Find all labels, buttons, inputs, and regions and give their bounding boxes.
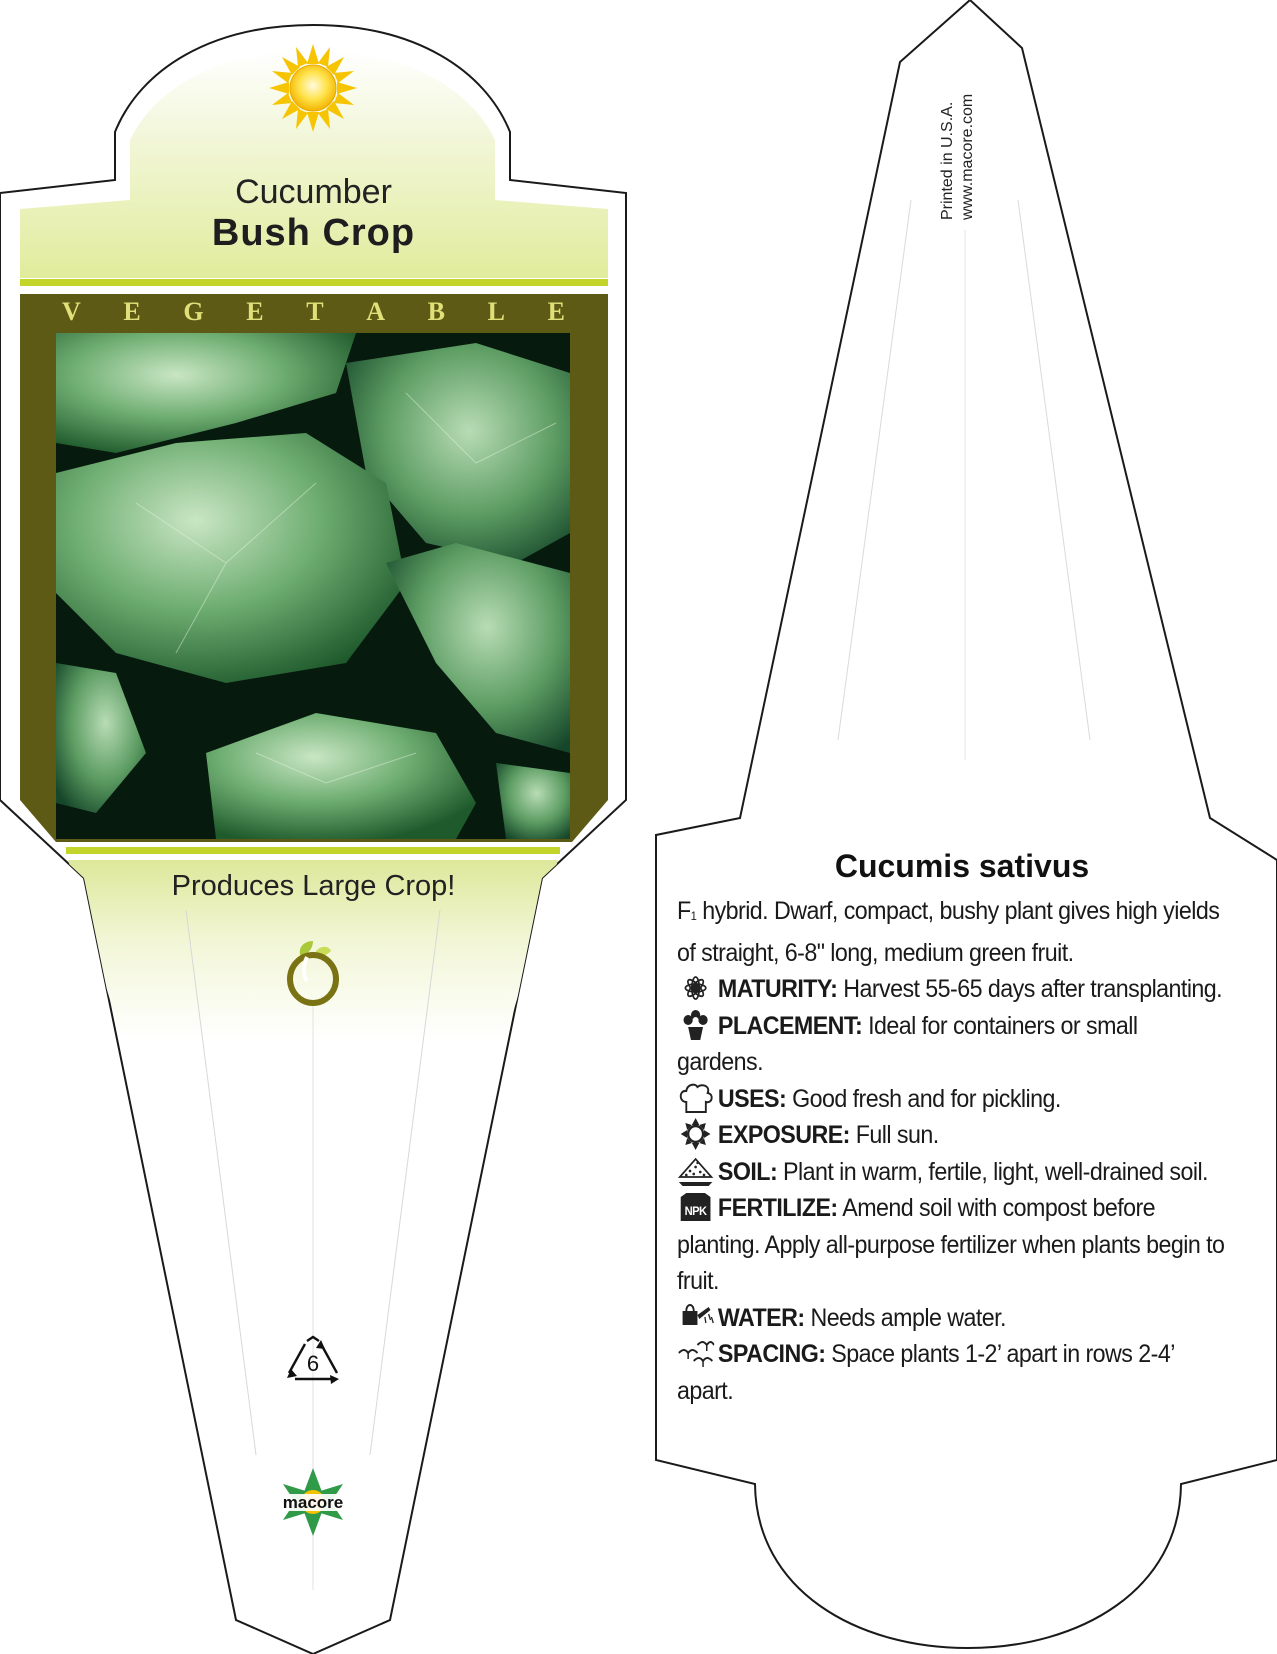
soil-icon bbox=[677, 1155, 714, 1187]
care-item-water: WATER: Needs ample water. bbox=[677, 1300, 1226, 1337]
intro-text: $F_1$ hybrid. Dwarf, compact, bushy plant gives high yields of straight, 6-8" long, medium green fruit. bbox=[677, 897, 1220, 967]
plant-icon bbox=[677, 1009, 714, 1041]
website: www.macore.com bbox=[959, 93, 976, 220]
watering-can-icon bbox=[677, 1301, 714, 1333]
brand-name: macore bbox=[282, 1493, 344, 1512]
spacing-icon bbox=[677, 1337, 714, 1369]
claim-text: Produces Large Crop! bbox=[171, 870, 456, 902]
care-item-exposure: EXPOSURE: Full sun. bbox=[677, 1117, 1226, 1154]
recycle-icon bbox=[285, 1335, 341, 1385]
category-letter: L bbox=[487, 297, 505, 326]
care-item-maturity: MATURITY: Harvest 55-65 days after transplanting. bbox=[677, 971, 1226, 1008]
seedling-icon bbox=[285, 935, 341, 1007]
recycle-number: 6 bbox=[306, 1351, 320, 1376]
category-letter: V bbox=[62, 297, 81, 326]
category-letter: G bbox=[183, 297, 204, 326]
sun-small-icon bbox=[677, 1118, 714, 1150]
botanical-name: Cucumis sativus bbox=[834, 848, 1090, 884]
category-letter: T bbox=[306, 297, 324, 326]
flower-icon bbox=[677, 972, 714, 1004]
printed-country: Printed in U.S.A. bbox=[939, 101, 956, 220]
sun-icon bbox=[269, 44, 357, 132]
variety-name: Bush Crop bbox=[211, 212, 416, 254]
svg-text:NPK: NPK bbox=[684, 1205, 707, 1219]
printed-info bbox=[938, 50, 978, 220]
care-item-fertilize: NPK FERTILIZE: Amend soil with compost before planting. Apply all-purpose fertilizer when plants begin to fruit. bbox=[677, 1190, 1226, 1300]
brand-logo bbox=[268, 1466, 358, 1538]
category-letter: E bbox=[246, 297, 264, 326]
category-letter: E bbox=[547, 297, 565, 326]
category-letter: B bbox=[427, 297, 446, 326]
common-name: Cucumber bbox=[235, 173, 392, 211]
category-letter: A bbox=[366, 297, 386, 326]
care-instructions bbox=[677, 893, 1226, 1409]
chef-hat-icon bbox=[677, 1082, 714, 1114]
plant-photo bbox=[56, 333, 570, 839]
care-item-uses: USES: Good fresh and for pickling. bbox=[677, 1081, 1226, 1118]
care-item-soil: SOIL: Plant in warm, fertile, light, well-drained soil. bbox=[677, 1154, 1226, 1191]
front-tag bbox=[0, 25, 626, 1654]
category-band bbox=[20, 294, 607, 330]
care-item-spacing: SPACING: Space plants 1-2’ apart in rows 2-4’ apart. bbox=[677, 1336, 1226, 1409]
care-item-placement: PLACEMENT: Ideal for containers or small gardens. bbox=[677, 1008, 1226, 1081]
category-letter: E bbox=[123, 297, 141, 326]
npk-icon bbox=[677, 1191, 714, 1223]
